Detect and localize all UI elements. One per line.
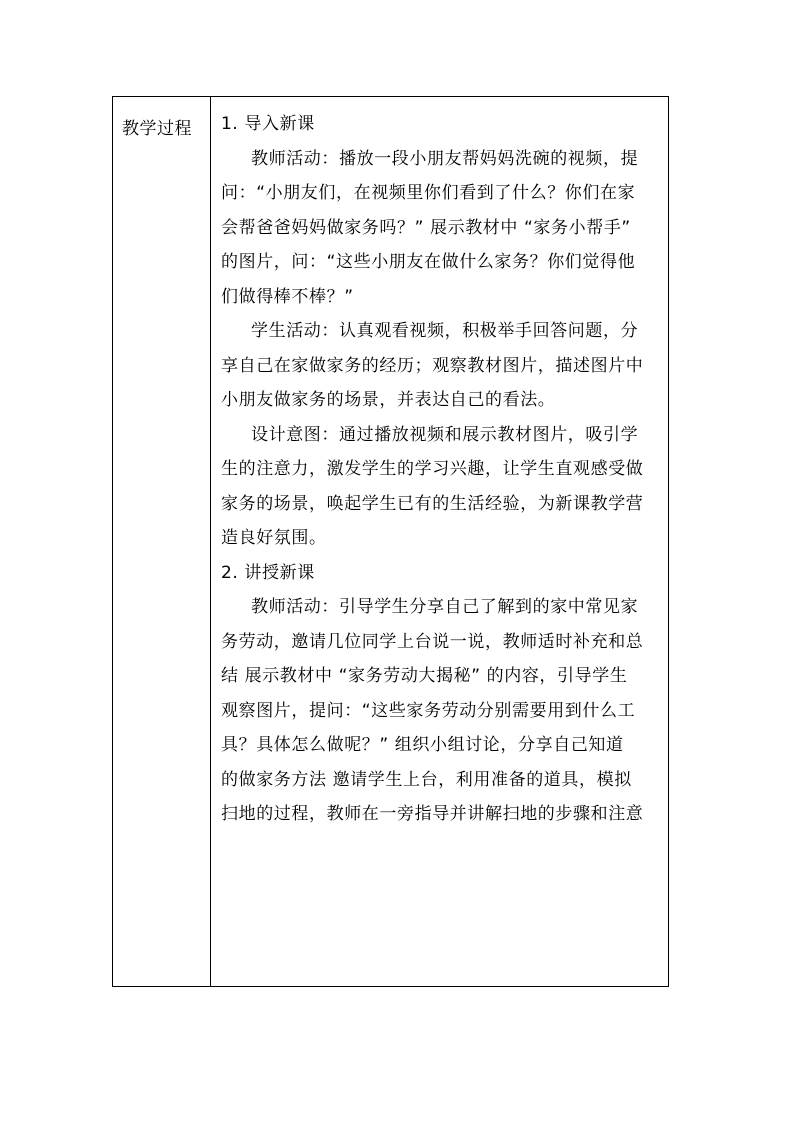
text-line: 造良好氛围。 bbox=[221, 528, 327, 548]
text-line: 小朋友做家务的场景，并表达自己的看法。 bbox=[221, 390, 556, 410]
section-heading: 2. 讲授新课 bbox=[221, 562, 315, 583]
text-line: 教师活动：引导学生分享自己了解到的家中常见家 bbox=[251, 597, 639, 617]
text-line: 务劳动，邀请几位同学上台说一说，教师适时补充和总 bbox=[221, 631, 644, 652]
text-line: 的做家务方法 邀请学生上台，利用准备的道具，模拟 bbox=[221, 769, 632, 790]
text-line: 观察图片，提问：“这些家务劳动分别需要用到什么工 bbox=[221, 700, 636, 721]
text-line: 具？具体怎么做呢？” 组织小组讨论，分享自己知道 bbox=[221, 735, 624, 755]
text-line: 学生活动：认真观看视频，积极举手回答问题，分 bbox=[251, 321, 639, 341]
text-line: 的图片，问：“这些小朋友在做什么家务？你们觉得他 bbox=[221, 252, 636, 272]
text-line: 生的注意力，激发学生的学习兴趣，让学生直观感受做 bbox=[221, 459, 644, 479]
teacher-activity-paragraph bbox=[221, 142, 667, 315]
lesson-plan-table bbox=[112, 96, 669, 987]
text-line: 教师活动：播放一段小朋友帮妈妈洗碗的视频，提 bbox=[251, 148, 639, 169]
student-activity-paragraph bbox=[221, 314, 667, 418]
text-line: 会帮爸爸妈妈做家务吗？” 展示教材中 “家务小帮手” bbox=[221, 217, 631, 238]
text-line: 扫地的过程，教师在一旁指导并讲解扫地的步骤和注意 bbox=[221, 804, 644, 824]
section-heading: 1. 导入新课 bbox=[221, 114, 315, 134]
text-line: 设计意图：通过播放视频和展示教材图片，吸引学 bbox=[251, 424, 639, 445]
text-line: 家务的场景，唤起学生已有的生活经验，为新课教学营 bbox=[221, 493, 644, 514]
text-line: 们做得棒不棒？” bbox=[221, 286, 354, 307]
row-label: 教学过程 bbox=[122, 119, 192, 139]
design-intent-paragraph bbox=[221, 418, 667, 556]
teacher-activity-paragraph bbox=[221, 590, 667, 832]
text-line: 享自己在家做家务的经历；观察教材图片，描述图片中 bbox=[221, 355, 644, 376]
row-content bbox=[221, 107, 667, 832]
text-line: 结 展示教材中 “家务劳动大揭秘” 的内容，引导学生 bbox=[221, 666, 628, 686]
column-divider bbox=[210, 97, 211, 986]
text-line: 问：“小朋友们，在视频里你们看到了什么？你们在家 bbox=[221, 183, 636, 203]
